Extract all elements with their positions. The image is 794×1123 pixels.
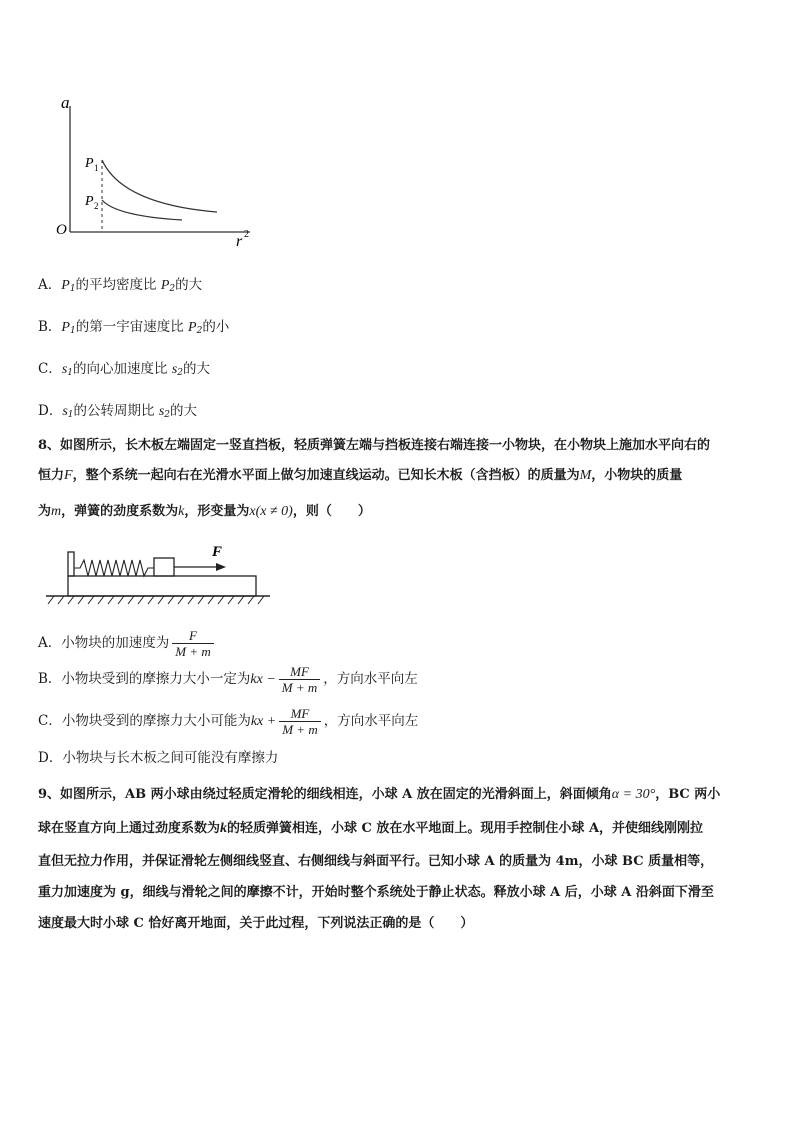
y-axis-label: a <box>61 93 70 112</box>
force-label: F <box>212 544 223 560</box>
q7-option-c: C．$s_1$的向心加速度比 $s_2$的大 <box>38 361 211 378</box>
origin-label: O <box>56 222 67 238</box>
q7-option-a: A．$P_1$的平均密度比 $P_2$的大 <box>38 277 203 294</box>
fraction-c: $\frac{MF}{M + m}$ <box>279 706 321 737</box>
p2-label: P <box>85 194 94 209</box>
p1-index: 1 <box>94 163 99 173</box>
q9-stem-line-3: 直但无拉力作用，并保证滑轮左侧细线竖直、右侧细线与斜面平行。已知小球 A 的质量为 4m，小球 BC 质量相等， <box>38 854 714 869</box>
acceleration-vs-r2-graph <box>52 92 262 250</box>
p1-label: P <box>85 156 94 171</box>
q8-option-a: A．小物块的加速度为 $\frac{F}{M + m}$ <box>38 626 217 660</box>
vertical-baffle <box>68 552 74 576</box>
q8-option-b: B．小物块受到的摩擦力大小一定为kx − $\frac{MF}{M + m}$ ，方向水平向左 <box>38 664 418 695</box>
p2-index: 2 <box>94 201 99 211</box>
ground-hatch <box>48 596 264 604</box>
spring-block-figure <box>42 540 274 606</box>
fraction-b: $\frac{MF}{M + m}$ <box>279 664 321 695</box>
q8-option-c: C．小物块受到的摩擦力大小可能为kx + $\frac{MF}{M + m}$ ，方向水平向左 <box>38 706 419 737</box>
spring <box>74 560 154 576</box>
q9-stem-line-5: 速度最大时小球 C 恰好离开地面，关于此过程，下列说法正确的是（ ） <box>38 916 474 931</box>
q7-option-b: B．$P_1$的第一宇宙速度比 $P_2$的小 <box>38 319 230 336</box>
x-axis-exponent: 2 <box>244 229 249 240</box>
q9-stem-line-4: 重力加速度为 g，细线与滑轮之间的摩擦不计，开始时整个系统处于静止状态。释放小球 A 后，小球 A 沿斜面下滑至 <box>38 885 714 900</box>
force-arrow-head <box>216 563 226 571</box>
long-board <box>68 576 256 596</box>
q8-stem-line-1: 8、如图所示，长木板左端固定一竖直挡板，轻质弹簧左端与挡板连接右端连接一小物块，在小物块上施加水平向右的 <box>38 438 711 453</box>
q9-stem-line-1: 9、如图所示，AB 两小球由绕过轻质定滑轮的细线相连，小球 A 放在固定的光滑斜面上，斜面倾角α = 30°，BC 两小 <box>38 787 721 802</box>
q8-option-d: D．小物块与长木板之间可能没有摩擦力 <box>38 750 279 766</box>
x-axis-label: r <box>236 233 243 250</box>
q7-option-d: D．$s_1$的公转周期比 $s_2$的大 <box>38 403 197 420</box>
fraction-a: $\frac{F}{M + m}$ <box>172 628 214 659</box>
curve-p1 <box>102 160 217 212</box>
q8-stem-line-2: 恒力F，整个系统一起向右在光滑水平面上做匀加速直线运动。已知长木板（含挡板）的质量为M，小物块的质量 <box>38 468 683 483</box>
q9-stem-line-2: 球在竖直方向上通过劲度系数为k的轻质弹簧相连，小球 C 放在水平地面上。现用手控制住小球 A，并使细线刚刚拉 <box>38 821 704 836</box>
q8-stem-line-3: 为m，弹簧的劲度系数为k，形变量为x(x ≠ 0)，则（ ） <box>38 504 371 519</box>
small-block <box>154 558 174 576</box>
curve-p2 <box>102 200 182 220</box>
